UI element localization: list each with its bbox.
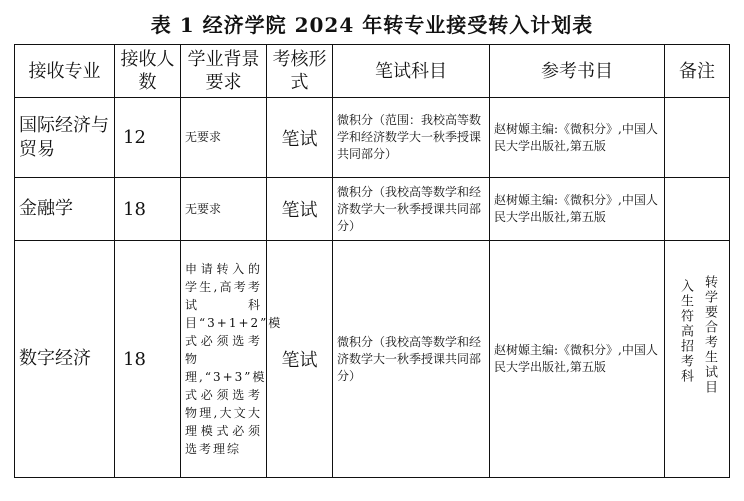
table-row <box>15 98 730 178</box>
cell-background: 无要求 <box>181 178 267 241</box>
cell-count: 12 <box>115 98 181 178</box>
notes-column-1: 入生符高招考科 <box>678 279 693 384</box>
cell-exam-form: 笔试 <box>267 178 333 241</box>
cell-major: 国际经济与贸易 <box>15 98 115 178</box>
cell-notes <box>665 241 730 478</box>
table-header-row <box>15 45 730 98</box>
header-major: 接收专业 <box>15 45 115 98</box>
cell-background: 申请转入的学生,高考考试科目“3+1+2”模式必须选考物理,“3+3”模式必须选考物理,大文大理模式必须选考理综 <box>181 241 267 478</box>
cell-major: 金融学 <box>15 178 115 241</box>
cell-subject: 微积分（我校高等数学和经济数学大一秋季授课共同部分） <box>333 178 490 241</box>
table-row <box>15 178 730 241</box>
cell-notes <box>665 98 730 178</box>
cell-background: 无要求 <box>181 98 267 178</box>
transfer-plan-table <box>14 44 730 478</box>
cell-major: 数字经济 <box>15 241 115 478</box>
header-notes: 备注 <box>665 45 730 98</box>
cell-subject: 微积分（范围：我校高等数学和经济数学大一秋季授课共同部分） <box>333 98 490 178</box>
cell-count: 18 <box>115 241 181 478</box>
header-count: 接收人数 <box>115 45 181 98</box>
header-exam-form: 考核形式 <box>267 45 333 98</box>
header-background: 学业背景要求 <box>181 45 267 98</box>
table-caption: 表 1 经济学院 2024 年转专业接受转入计划表 <box>150 13 594 37</box>
cell-exam-form: 笔试 <box>267 98 333 178</box>
cell-notes <box>665 178 730 241</box>
cell-subject: 微积分（我校高等数学和经济数学大一秋季授课共同部分） <box>333 241 490 478</box>
cell-count: 18 <box>115 178 181 241</box>
header-subject: 笔试科目 <box>333 45 490 98</box>
cell-exam-form: 笔试 <box>267 241 333 478</box>
notes-vertical-text <box>669 275 725 439</box>
cell-books: 赵树嫄主编:《微积分》,中国人民大学出版社,第五版 <box>490 178 665 241</box>
cell-books: 赵树嫄主编:《微积分》,中国人民大学出版社,第五版 <box>490 241 665 478</box>
notes-column-2: 转学要合考生试目 <box>702 275 717 395</box>
header-books: 参考书目 <box>490 45 665 98</box>
cell-books: 赵树嫄主编:《微积分》,中国人民大学出版社,第五版 <box>490 98 665 178</box>
table-row <box>15 241 730 478</box>
